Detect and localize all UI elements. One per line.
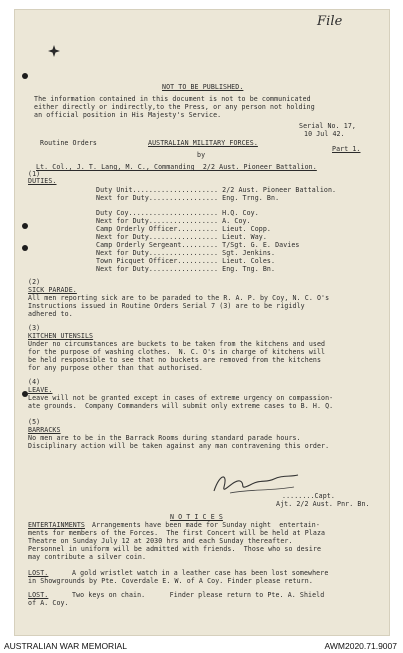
organisation-title: AUSTRALIAN MILITARY FORCES. <box>148 139 258 147</box>
section-title-sick-parade: SICK PARADE. <box>28 286 77 294</box>
section-number: (3) <box>28 324 41 332</box>
warning-line: either directly or indirectly,to the Press, or any person not holding <box>34 103 315 111</box>
notice-text: Arrangements have been made for Sunday night entertain- <box>92 521 320 529</box>
section-number: (5) <box>28 418 41 426</box>
duty-line: Duty Unit..................... 2/2 Aust. Pioneer Battalion. <box>96 186 337 194</box>
punch-hole <box>22 73 28 79</box>
duty-line: Camp Orderly Sergeant......... T/Sgt. G. E. Davies <box>96 241 300 249</box>
section-text: All men reporting sick are to be paraded to the R. A. P. by Coy, N. C. O's <box>28 294 330 302</box>
document-heading: NOT TO BE PUBLISHED. <box>162 83 244 91</box>
notice-text: in Showgrounds by Pte. Coverdale E. W. of A Coy. Finder please return. <box>28 577 313 585</box>
section-text: Leave will not be granted except in cases of extreme urgency on compassion- <box>28 394 334 402</box>
notice-text: of A. Coy. <box>28 599 69 607</box>
section-text: No men are to be in the Barrack Rooms during standard parade hours. <box>28 434 301 442</box>
section-text: Instructions issued in Routine Orders Serial 7 (3) are to be rigidly <box>28 302 305 310</box>
ink-mark-icon <box>48 45 60 57</box>
file-annotation: File <box>317 14 343 29</box>
warning-line: an official position in His Majesty's Service. <box>34 111 222 119</box>
by-label: by <box>197 151 206 159</box>
section-text: for the purpose of washing clothes. N. C. O's in charge of kitchens will <box>28 348 326 356</box>
section-title-kitchen-utensils: KITCHEN UTENSILS <box>28 332 94 340</box>
duty-line: Next for Duty................. Eng. Trng. Bn. <box>96 194 280 202</box>
warning-line: The information contained in this document is not to be communicated <box>34 95 311 103</box>
section-number: (4) <box>28 378 41 386</box>
section-text: Under no circumstances are buckets to be taken from the kitchens and used <box>28 340 326 348</box>
section-text: Disciplinary action will be taken against any man contravening this order. <box>28 442 330 450</box>
notice-text: Two keys on chain. Finder please return to Pte. A. Shield <box>72 591 325 599</box>
notices-title: N O T I C E S <box>170 513 223 521</box>
section-title-barracks: BARRACKS <box>28 426 61 434</box>
lost-label: LOST. <box>28 591 49 599</box>
duty-line: Camp Orderly Officer.......... Lieut. Copp. <box>96 225 271 233</box>
duty-line: Next for Duty................. A. Coy. <box>96 217 251 225</box>
punch-hole <box>22 223 28 229</box>
footer-accession-number: AWM2020.71.9007 <box>324 641 397 651</box>
section-number: (1) <box>28 170 41 178</box>
routine-orders-label: Routine Orders <box>40 139 97 147</box>
section-title-leave: LEAVE. <box>28 386 53 394</box>
duty-line: Duty Coy...................... H.Q. Coy. <box>96 209 259 217</box>
section-title-duties: DUTIES. <box>28 177 57 185</box>
document-page <box>14 9 390 636</box>
notice-text: Personnel in uniform will be admitted with friends. Those who so desire <box>28 545 322 553</box>
punch-hole <box>22 245 28 251</box>
footer-bar <box>0 638 403 653</box>
order-date: 10 Jul 42. <box>304 130 345 138</box>
footer-institution: AUSTRALIAN WAR MEMORIAL <box>4 641 127 651</box>
section-text: ate grounds. Company Commanders will submit only extreme cases to B. H. Q. <box>28 402 334 410</box>
duty-line: Town Picquet Officer.......... Lieut. Coles. <box>96 257 276 265</box>
notice-text: Theatre on Sunday July 12 at 2030 hrs and each Sunday thereafter. <box>28 537 293 545</box>
notice-text: may contribute a silver coin. <box>28 553 147 561</box>
section-text: be held responsible to see that no buckets are removed from the kitchens <box>28 356 322 364</box>
section-number: (2) <box>28 278 41 286</box>
notice-text: A gold wristlet watch in a leather case has been lost somewhere <box>72 569 329 577</box>
section-text: adhered to. <box>28 310 73 318</box>
duty-line: Next for Duty................. Sgt. Jenkins. <box>96 249 276 257</box>
signature-rank: ........Capt. <box>282 492 335 500</box>
entertainments-label: ENTERTAINMENTS <box>28 521 85 529</box>
commander-line: Lt. Col., J. T. Lang, M. C., Commanding 2/2 Aust. Pioneer Battalion. <box>36 163 317 171</box>
serial-number: Serial No. 17, <box>299 122 356 130</box>
notice-text: ments for members of the Forces. The first Concert will be held at Plaza <box>28 529 326 537</box>
part-label: Part 1. <box>332 145 361 153</box>
duty-line: Next for Duty................. Eng. Tng. Bn. <box>96 265 276 273</box>
section-text: for any purpose other than that authorised. <box>28 364 203 372</box>
lost-label: LOST. <box>28 569 49 577</box>
duty-line: Next for Duty................. Lieut. Way. <box>96 233 267 241</box>
signature-role: Ajt. 2/2 Aust. Pnr. Bn. <box>276 500 370 508</box>
